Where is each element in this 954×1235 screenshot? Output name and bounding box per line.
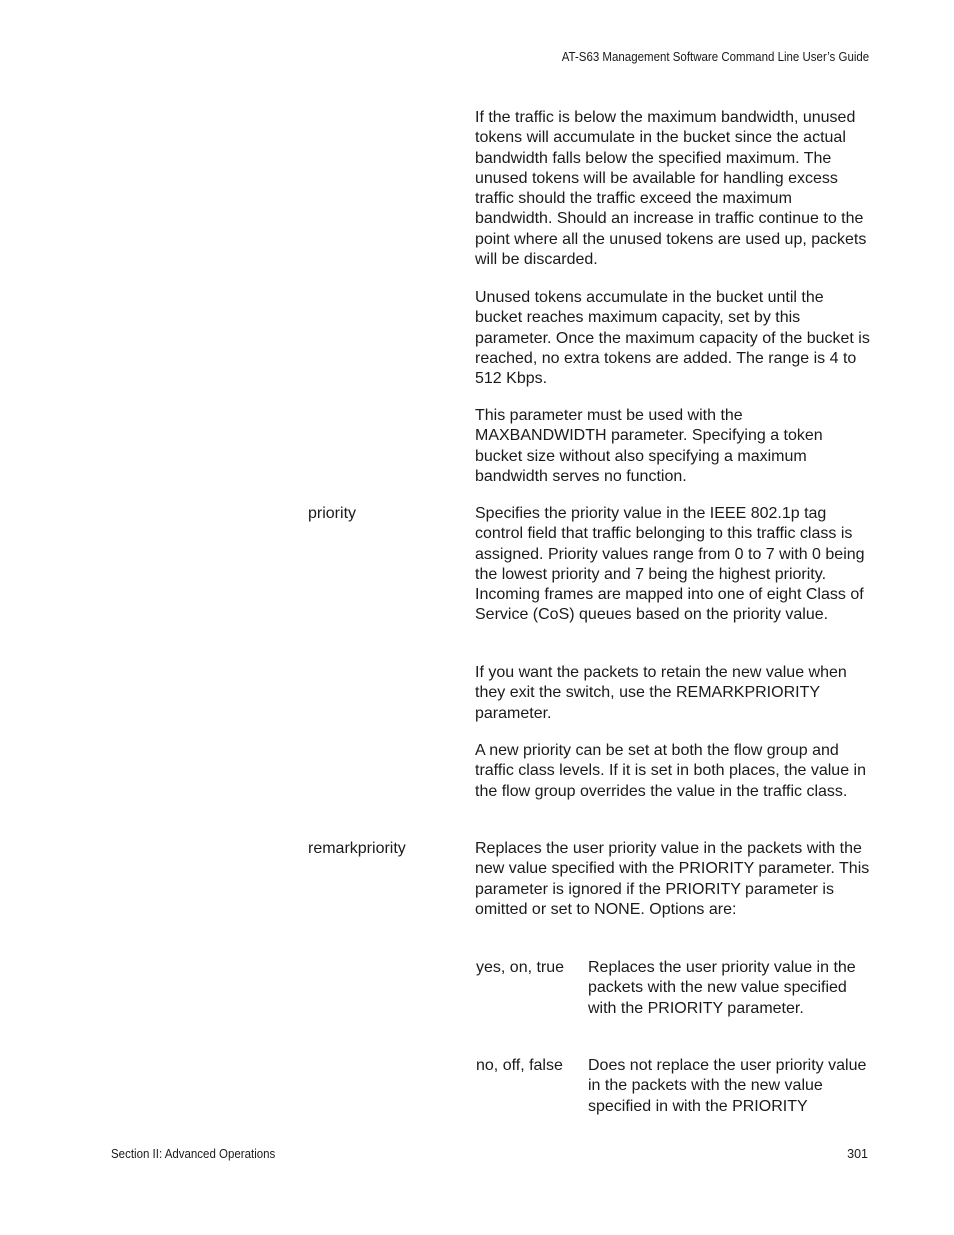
option-term-no: no, off, false [476, 1057, 563, 1074]
term-priority: priority [308, 505, 357, 522]
paragraph-priority-retain: If you want the packets to retain the new value when they exit the switch, use the REMARKPRIORITY parameter. [475, 664, 847, 722]
paragraph-remarkpriority-description: Replaces the user priority value in the packets with the new value specified with the PRIORITY parameter. This parameter is ignored if the PRIORITY parameter is omitted or set to NONE. Options are: [475, 840, 870, 918]
option-term-yes: yes, on, true [476, 959, 565, 976]
paragraph-bucket-capacity: Unused tokens accumulate in the bucket until the bucket reaches maximum capacity, set by this parameter. Once the maximum capacity of the bucket is reached, no extra tokens are added. The range is 4 to 512 Kbps. [475, 289, 870, 388]
page-number: 301 [847, 1147, 868, 1161]
option-desc-no: Does not replace the user priority value in the packets with the new value specified in with the PRIORITY [588, 1057, 867, 1115]
option-desc-yes: Replaces the user priority value in the packets with the new value specified with the PRIORITY parameter. [588, 959, 856, 1017]
term-remarkpriority: remarkpriority [308, 840, 406, 857]
paragraph-priority-description: Specifies the priority value in the IEEE 802.1p tag control field that traffic belonging to this traffic class is assigned. Priority values range from 0 to 7 with 0 being the lowest priority and 7 being the highest priority. Incoming frames are mapped into one of eight Class of Service (CoS) queues based on the priority value. [475, 505, 865, 624]
running-header: AT-S63 Management Software Command Line User’s Guide [561, 50, 869, 64]
paragraph-maxbandwidth-requirement: This parameter must be used with the MAXBANDWIDTH parameter. Specifying a token bucket size without also specifying a maximum bandwidth serves no function. [475, 407, 823, 485]
footer-section: Section II: Advanced Operations [111, 1147, 276, 1161]
paragraph-priority-levels: A new priority can be set at both the flow group and traffic class levels. If it is set in both places, the value in the flow group overrides the value in the traffic class. [475, 742, 866, 800]
paragraph-unused-tokens-excess: If the traffic is below the maximum bandwidth, unused tokens will accumulate in the bucket since the actual bandwidth falls below the specified maximum. The unused tokens will be available for handling excess traffic should the traffic exceed the maximum bandwidth. Should an increase in traffic continue to the point where all the unused tokens are used up, packets will be discarded. [475, 109, 867, 269]
